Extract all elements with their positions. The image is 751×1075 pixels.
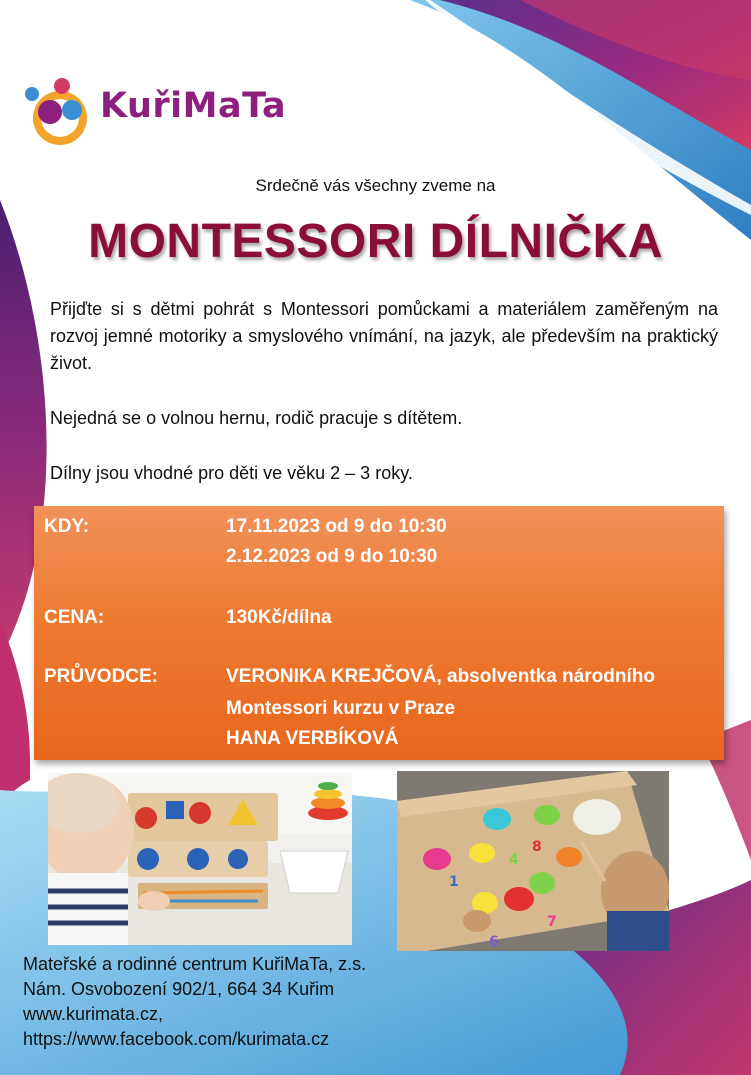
- svg-text:4: 4: [509, 852, 519, 868]
- price-value: 130Kč/dílna: [226, 607, 332, 628]
- logo-text: KuřiMaTa: [100, 86, 287, 126]
- guide-line-1: VERONIKA KREJČOVÁ, absolventka národního: [226, 666, 655, 687]
- invitation-line: Srdečně vás všechny zveme na: [255, 176, 496, 195]
- svg-text:8: 8: [532, 839, 542, 855]
- logo-mark-icon: [22, 72, 100, 152]
- guide-label: PRŮVODCE:: [44, 666, 159, 687]
- event-info-box: [34, 506, 724, 760]
- guide-line-2: Montessori kurzu v Praze: [226, 698, 456, 719]
- when-label: KDY:: [44, 516, 90, 537]
- price-label: CENA:: [44, 607, 105, 628]
- page-title: MONTESSORI DÍLNIČKA: [88, 215, 663, 268]
- svg-text:1: 1: [449, 874, 459, 890]
- address: Nám. Osvobození 902/1, 664 34 Kuřim: [23, 979, 335, 999]
- child-puzzle-photo: [48, 773, 352, 945]
- svg-text:6: 6: [489, 934, 499, 950]
- child-sorting-photo: [397, 771, 669, 951]
- guide-line-3: HANA VERBÍKOVÁ: [226, 728, 399, 749]
- age-paragraph: Dílny jsou vhodné pro děti ve věku 2 – 3 roky.: [50, 463, 413, 483]
- contact-footer: [23, 952, 523, 1052]
- date-first: 17.11.2023 od 9 do 10:30: [226, 516, 447, 537]
- svg-text:7: 7: [547, 914, 557, 930]
- organization-name: Mateřské a rodinné centrum KuřiMaTa, z.s.: [23, 954, 367, 974]
- facebook-link[interactable]: https://www.facebook.com/kurimata.cz: [23, 1029, 330, 1049]
- note-paragraph: Nejedná se o volnou hernu, rodič pracuje s dítětem.: [50, 408, 463, 428]
- date-second: 2.12.2023 od 9 do 10:30: [226, 546, 438, 567]
- intro-paragraph: Přijďte si s dětmi pohrát s Montessori pomůckami a materiálem zaměřeným na rozvoj jemné motoriky a smyslového vnímání, na jazyk, ale především na praktický život.: [50, 299, 718, 373]
- website-link[interactable]: www.kurimata.cz,: [23, 1004, 164, 1024]
- kurimata-logo: [22, 72, 287, 152]
